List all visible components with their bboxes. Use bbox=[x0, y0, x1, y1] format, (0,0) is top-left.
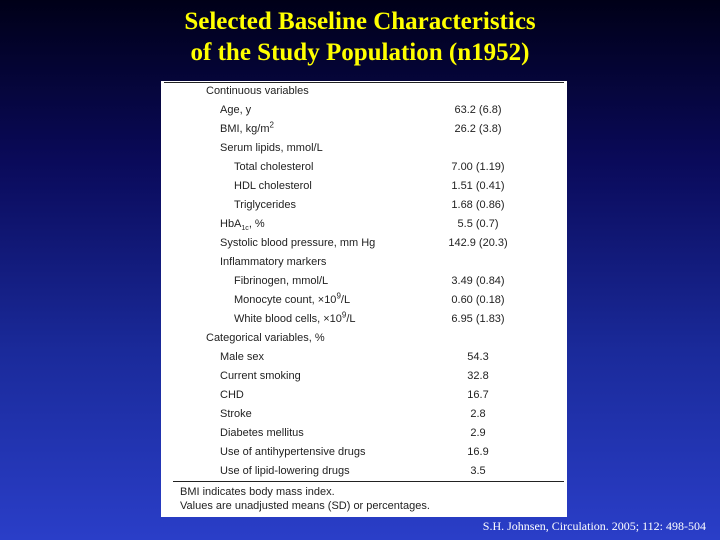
row-value: 16.7 bbox=[467, 389, 489, 401]
footnote-values: Values are unadjusted means (SD) or percentages. bbox=[180, 500, 430, 512]
row-label: Male sex bbox=[220, 351, 265, 363]
title-line-1: Selected Baseline Characteristics bbox=[184, 8, 536, 35]
table-bottom-rule bbox=[173, 481, 564, 482]
row-label-text: White blood cells, ×10 bbox=[234, 313, 342, 325]
table-row bbox=[161, 101, 567, 120]
row-label: Inflammatory markers bbox=[220, 256, 327, 268]
table-row bbox=[161, 272, 567, 291]
row-value: 26.2 (3.8) bbox=[454, 123, 502, 135]
table-row bbox=[161, 462, 567, 481]
row-label-sup: 9 bbox=[336, 291, 341, 301]
table-row bbox=[161, 253, 567, 272]
row-value: 1.68 (0.86) bbox=[451, 199, 505, 211]
row-value: 3.5 bbox=[470, 465, 486, 477]
row-label-suffix: /L bbox=[346, 313, 356, 325]
row-label-sub: 1c bbox=[241, 225, 249, 233]
row-value: 16.9 bbox=[467, 446, 489, 458]
baseline-table bbox=[161, 81, 567, 517]
row-label: Categorical variables, % bbox=[206, 332, 325, 344]
table-row bbox=[161, 329, 567, 348]
table-row bbox=[161, 405, 567, 424]
table-row bbox=[161, 139, 567, 158]
row-value: 1.51 (0.41) bbox=[451, 180, 505, 192]
table-row bbox=[161, 82, 567, 101]
table-row bbox=[161, 196, 567, 215]
table-row bbox=[161, 234, 567, 253]
row-value: 7.00 (1.19) bbox=[451, 161, 505, 173]
table-row bbox=[161, 120, 567, 139]
row-label-text: BMI, kg/m bbox=[220, 123, 270, 135]
row-label bbox=[234, 310, 356, 325]
row-label: Current smoking bbox=[220, 370, 301, 382]
title-line-2: of the Study Population (n1952) bbox=[190, 39, 530, 66]
row-label: Age, y bbox=[220, 104, 252, 116]
row-value: 54.3 bbox=[467, 351, 489, 363]
row-value: 5.5 (0.7) bbox=[457, 218, 499, 230]
row-label bbox=[220, 120, 274, 135]
row-label bbox=[220, 218, 265, 233]
row-label: Use of lipid-lowering drugs bbox=[220, 465, 350, 477]
row-label: Fibrinogen, mmol/L bbox=[234, 275, 329, 287]
row-label: Continuous variables bbox=[206, 85, 309, 97]
row-label-text: Monocyte count, ×10 bbox=[234, 294, 337, 306]
row-value: 142.9 (20.3) bbox=[448, 237, 508, 249]
row-value: 0.60 (0.18) bbox=[451, 294, 505, 306]
row-label: CHD bbox=[220, 389, 244, 401]
row-label: HDL cholesterol bbox=[234, 180, 312, 192]
row-label: Stroke bbox=[220, 408, 252, 420]
row-label-sup: 2 bbox=[269, 120, 274, 130]
row-label-text: HbA bbox=[220, 218, 242, 230]
row-label: Serum lipids, mmol/L bbox=[220, 142, 323, 154]
row-value: 63.2 (6.8) bbox=[454, 104, 502, 116]
row-value: 32.8 bbox=[467, 370, 489, 382]
table-row bbox=[161, 424, 567, 443]
citation: S.H. Johnsen, Circulation. 2005; 112: 498-504 bbox=[482, 519, 706, 533]
footnote-bmi: BMI indicates body mass index. bbox=[180, 486, 335, 498]
table-row bbox=[161, 158, 567, 177]
table-row bbox=[161, 215, 567, 234]
table-row bbox=[161, 291, 567, 310]
row-label: Systolic blood pressure, mm Hg bbox=[220, 237, 376, 249]
table-row bbox=[161, 177, 567, 196]
row-label-suffix: , % bbox=[248, 218, 265, 230]
row-label: Total cholesterol bbox=[234, 161, 314, 173]
slide-title bbox=[0, 6, 720, 68]
table-row bbox=[161, 386, 567, 405]
row-value: 2.8 bbox=[470, 408, 486, 420]
row-label: Triglycerides bbox=[234, 199, 296, 211]
table-row bbox=[161, 310, 567, 329]
table-row bbox=[161, 367, 567, 386]
row-label bbox=[234, 291, 351, 306]
row-label-sup: 9 bbox=[341, 310, 347, 320]
row-value: 6.95 (1.83) bbox=[451, 313, 505, 325]
row-label: Use of antihypertensive drugs bbox=[220, 446, 366, 458]
row-label: Diabetes mellitus bbox=[220, 427, 304, 439]
row-value: 2.9 bbox=[470, 427, 486, 439]
table-row bbox=[161, 443, 567, 462]
row-value: 3.49 (0.84) bbox=[451, 275, 505, 287]
table-row bbox=[161, 348, 567, 367]
row-label-suffix: /L bbox=[340, 294, 351, 306]
